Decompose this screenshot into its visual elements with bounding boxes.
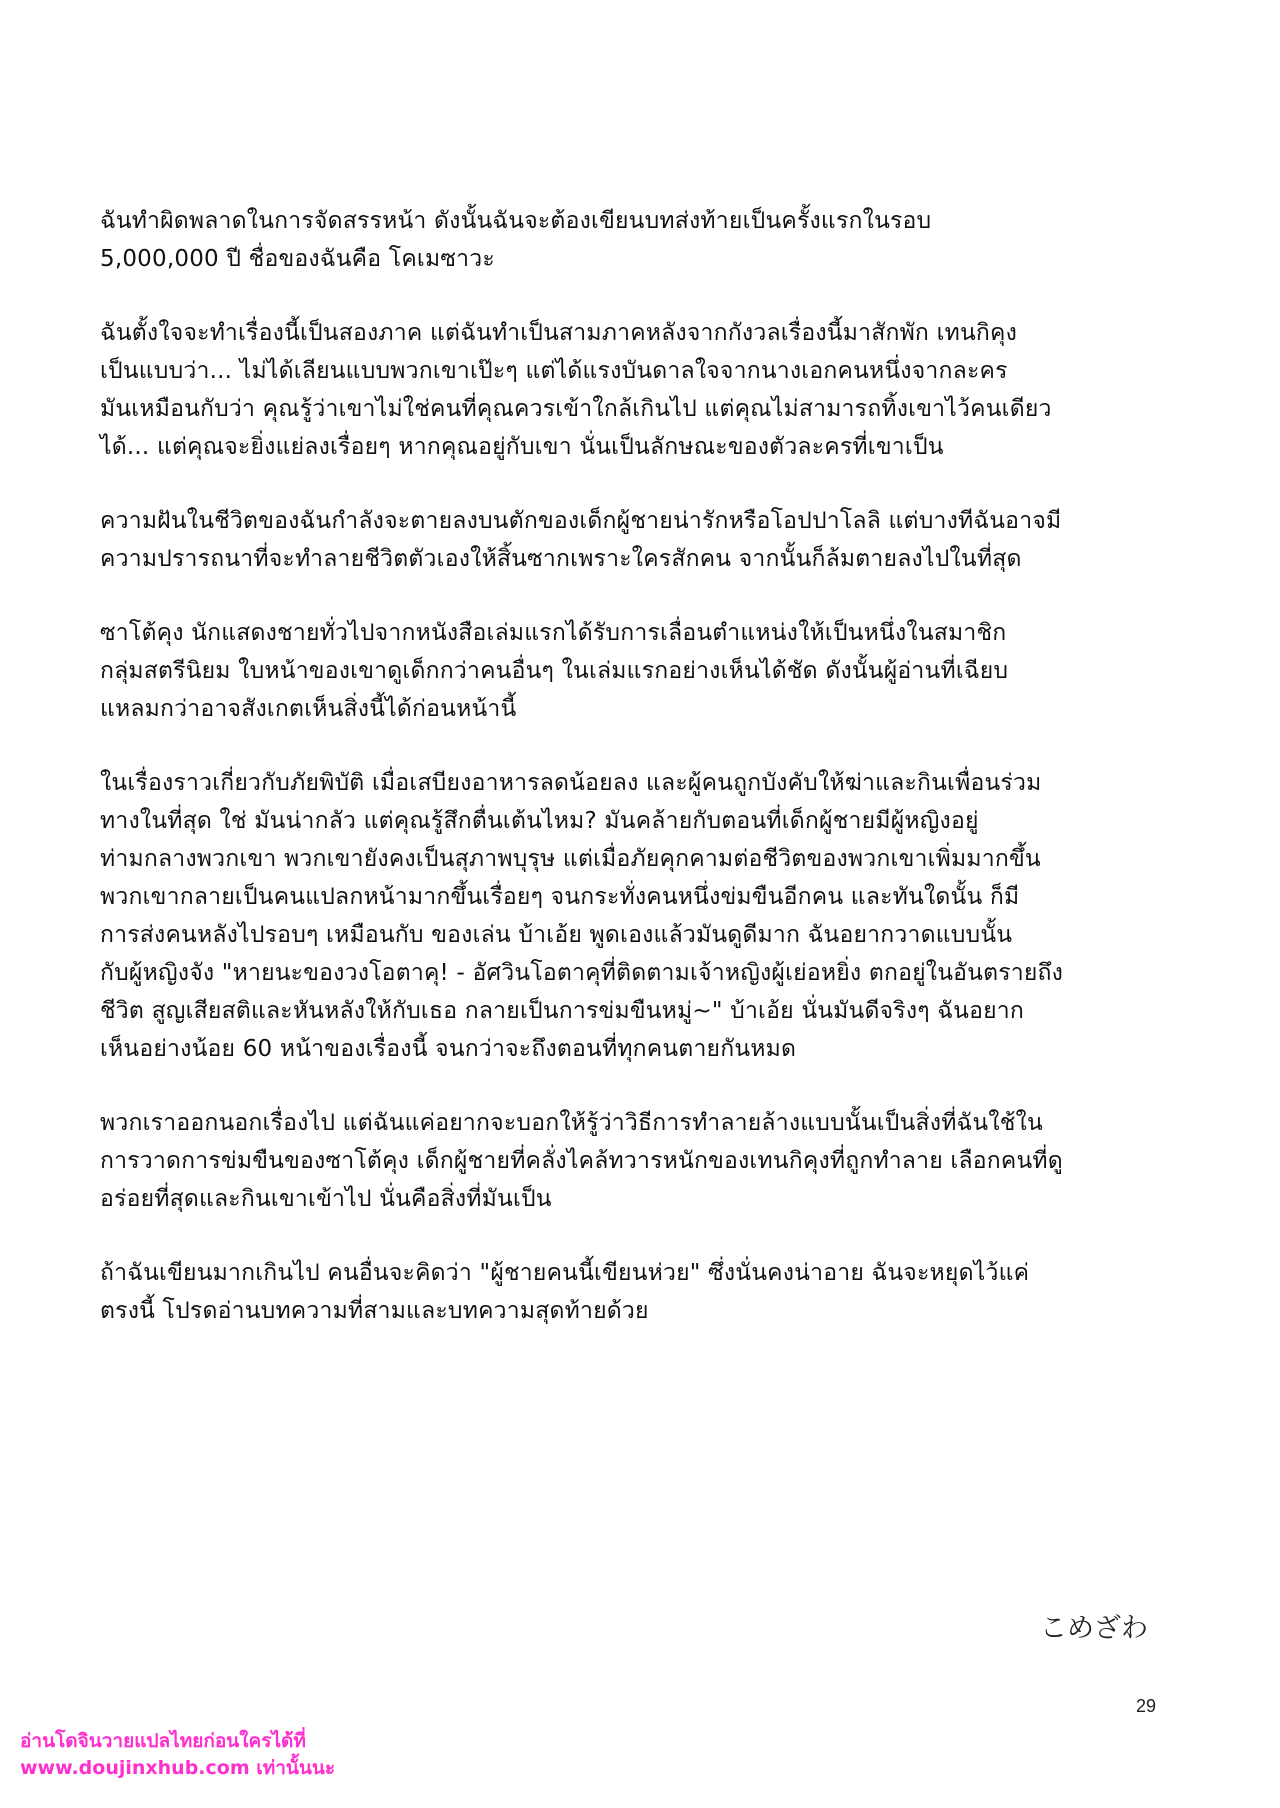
watermark-url: www.doujinxhub.com เท่านั้นนะ — [20, 1757, 336, 1779]
text-line: พวกเราออกนอกเรื่องไป แต่ฉันแค่อยากจะบอกให้รู้ว่าวิธีการทำลายล้างแบบนั้นเป็นสิ่งที่ฉันใช้ใน — [100, 1110, 1043, 1136]
text-line: การวาดการข่มขืนของซาโต้คุง เด็กผู้ชายที่คลั่งไคล้ทวารหนักของเทนกิคุงที่ถูกทำลาย เลือกคนที่ดู — [100, 1148, 1063, 1174]
text-line: มันเหมือนกับว่า คุณรู้ว่าเขาไม่ใช่คนที่คุณควรเข้าใกล้เกินไป แต่คุณไม่สามารถทิ้งเขาไว้คนเดียว — [100, 396, 1052, 422]
text-line: กลุ่มสตรีนิยม ใบหน้าของเขาดูเด็กกว่าคนอื่นๆ ในเล่มแรกอย่างเห็นได้ชัด ดังนั้นผู้อ่านที่เฉียบ — [100, 658, 1009, 684]
paragraph — [100, 1254, 1160, 1330]
text-line: ชีวิต สูญเสียสติและหันหลังให้กับเธอ กลายเป็นการข่มขืนหมู่~" บ้าเอ้ย นั่นมันดีจริงๆ ฉันอยาก — [100, 998, 1025, 1024]
paragraph — [100, 614, 1160, 728]
text-line: เป็นแบบว่า... ไม่ได้เลียนแบบพวกเขาเป๊ะๆ แต่ได้แรงบันดาลใจจากนางเอกคนหนึ่งจากละคร — [100, 358, 1008, 384]
text-line: ความฝันในชีวิตของฉันกำลังจะตายลงบนตักของเด็กผู้ชายน่ารักหรือโอปปาโลลิ แต่บางทีฉันอาจมี — [100, 508, 1062, 534]
paragraph — [100, 314, 1160, 466]
text-line: อร่อยที่สุดและกินเขาเข้าไป นั่นคือสิ่งที่มันเป็น — [100, 1186, 552, 1212]
text-line: ท่ามกลางพวกเขา พวกเขายังคงเป็นสุภาพบุรุษ แต่เมื่อภัยคุกคามต่อชีวิตของพวกเขาเพิ่มมากขึ้น — [100, 846, 1041, 872]
author-signature: こめざわ — [1040, 1613, 1148, 1644]
afterword-body — [100, 202, 1160, 1366]
paragraph — [100, 202, 1160, 278]
paragraph — [100, 502, 1160, 578]
text-line: ฉันทำผิดพลาดในการจัดสรรหน้า ดังนั้นฉันจะต้องเขียนบทส่งท้ายเป็นครั้งแรกในรอบ — [100, 208, 932, 234]
text-line: ตรงนี้ โปรดอ่านบทความที่สามและบทความสุดท้ายด้วย — [100, 1298, 649, 1324]
text-line: ในเรื่องราวเกี่ยวกับภัยพิบัติ เมื่อเสบียงอาหารลดน้อยลง และผู้คนถูกบังคับให้ฆ่าและกินเพื่อนร่วม — [100, 770, 1042, 796]
text-line: ได้... แต่คุณจะยิ่งแย่ลงเรื่อยๆ หากคุณอยู่กับเขา นั่นเป็นลักษณะของตัวละครที่เขาเป็น — [100, 434, 944, 460]
watermark-line: อ่านโดจินวายแปลไทยก่อนใครได้ที่ — [20, 1730, 306, 1752]
text-line: ถ้าฉันเขียนมากเกินไป คนอื่นจะคิดว่า "ผู้ชายคนนี้เขียนห่วย" ซึ่งนั่นคงน่าอาย ฉันจะหยุดไว้แค่ — [100, 1260, 1030, 1286]
text-line: แหลมกว่าอาจสังเกตเห็นสิ่งนี้ได้ก่อนหน้านี้ — [100, 696, 517, 722]
paragraph — [100, 1104, 1160, 1218]
text-line: ซาโต้คุง นักแสดงชายทั่วไปจากหนังสือเล่มแรกได้รับการเลื่อนตำแหน่งให้เป็นหนึ่งในสมาชิก — [100, 620, 1007, 646]
text-line: พวกเขากลายเป็นคนแปลกหน้ามากขึ้นเรื่อยๆ จนกระทั่งคนหนึ่งข่มขืนอีกคน และทันใดนั้น ก็มี — [100, 884, 1020, 910]
text-line: 5,000,000 ปี ชื่อของฉันคือ โคเมซาวะ — [100, 246, 495, 272]
text-line: กับผู้หญิงจัง "หายนะของวงโอตาคุ! - อัศวินโอตาคุที่ติดตามเจ้าหญิงผู้เย่อหยิ่ง ตกอยู่ในอันตรายถึง — [100, 960, 1064, 986]
text-line: ความปรารถนาที่จะทำลายชีวิตตัวเองให้สิ้นซากเพราะใครสักคน จากนั้นก็ล้มตายลงไปในที่สุด — [100, 546, 1022, 572]
text-line: การส่งคนหลังไปรอบๆ เหมือนกับ ของเล่น บ้าเอ้ย พูดเองแล้วมันดูดีมาก ฉันอยากวาดแบบนั้น — [100, 922, 1013, 948]
text-line: เห็นอย่างน้อย 60 หน้าของเรื่องนี้ จนกว่าจะถึงตอนที่ทุกคนตายกันหมด — [100, 1036, 797, 1062]
scanlation-watermark — [20, 1728, 335, 1782]
text-line: ฉันตั้งใจจะทำเรื่องนี้เป็นสองภาค แต่ฉันทำเป็นสามภาคหลังจากกังวลเรื่องนี้มาสักพัก เทนกิคุง — [100, 320, 1018, 346]
paragraph — [100, 764, 1160, 1068]
page-number: 29 — [1136, 1696, 1157, 1716]
text-line: ทางในที่สุด ใช่ มันน่ากลัว แต่คุณรู้สึกตื่นเต้นไหม? มันคล้ายกับตอนที่เด็กผู้ชายมีผู้หญิงอยู่ — [100, 808, 979, 834]
